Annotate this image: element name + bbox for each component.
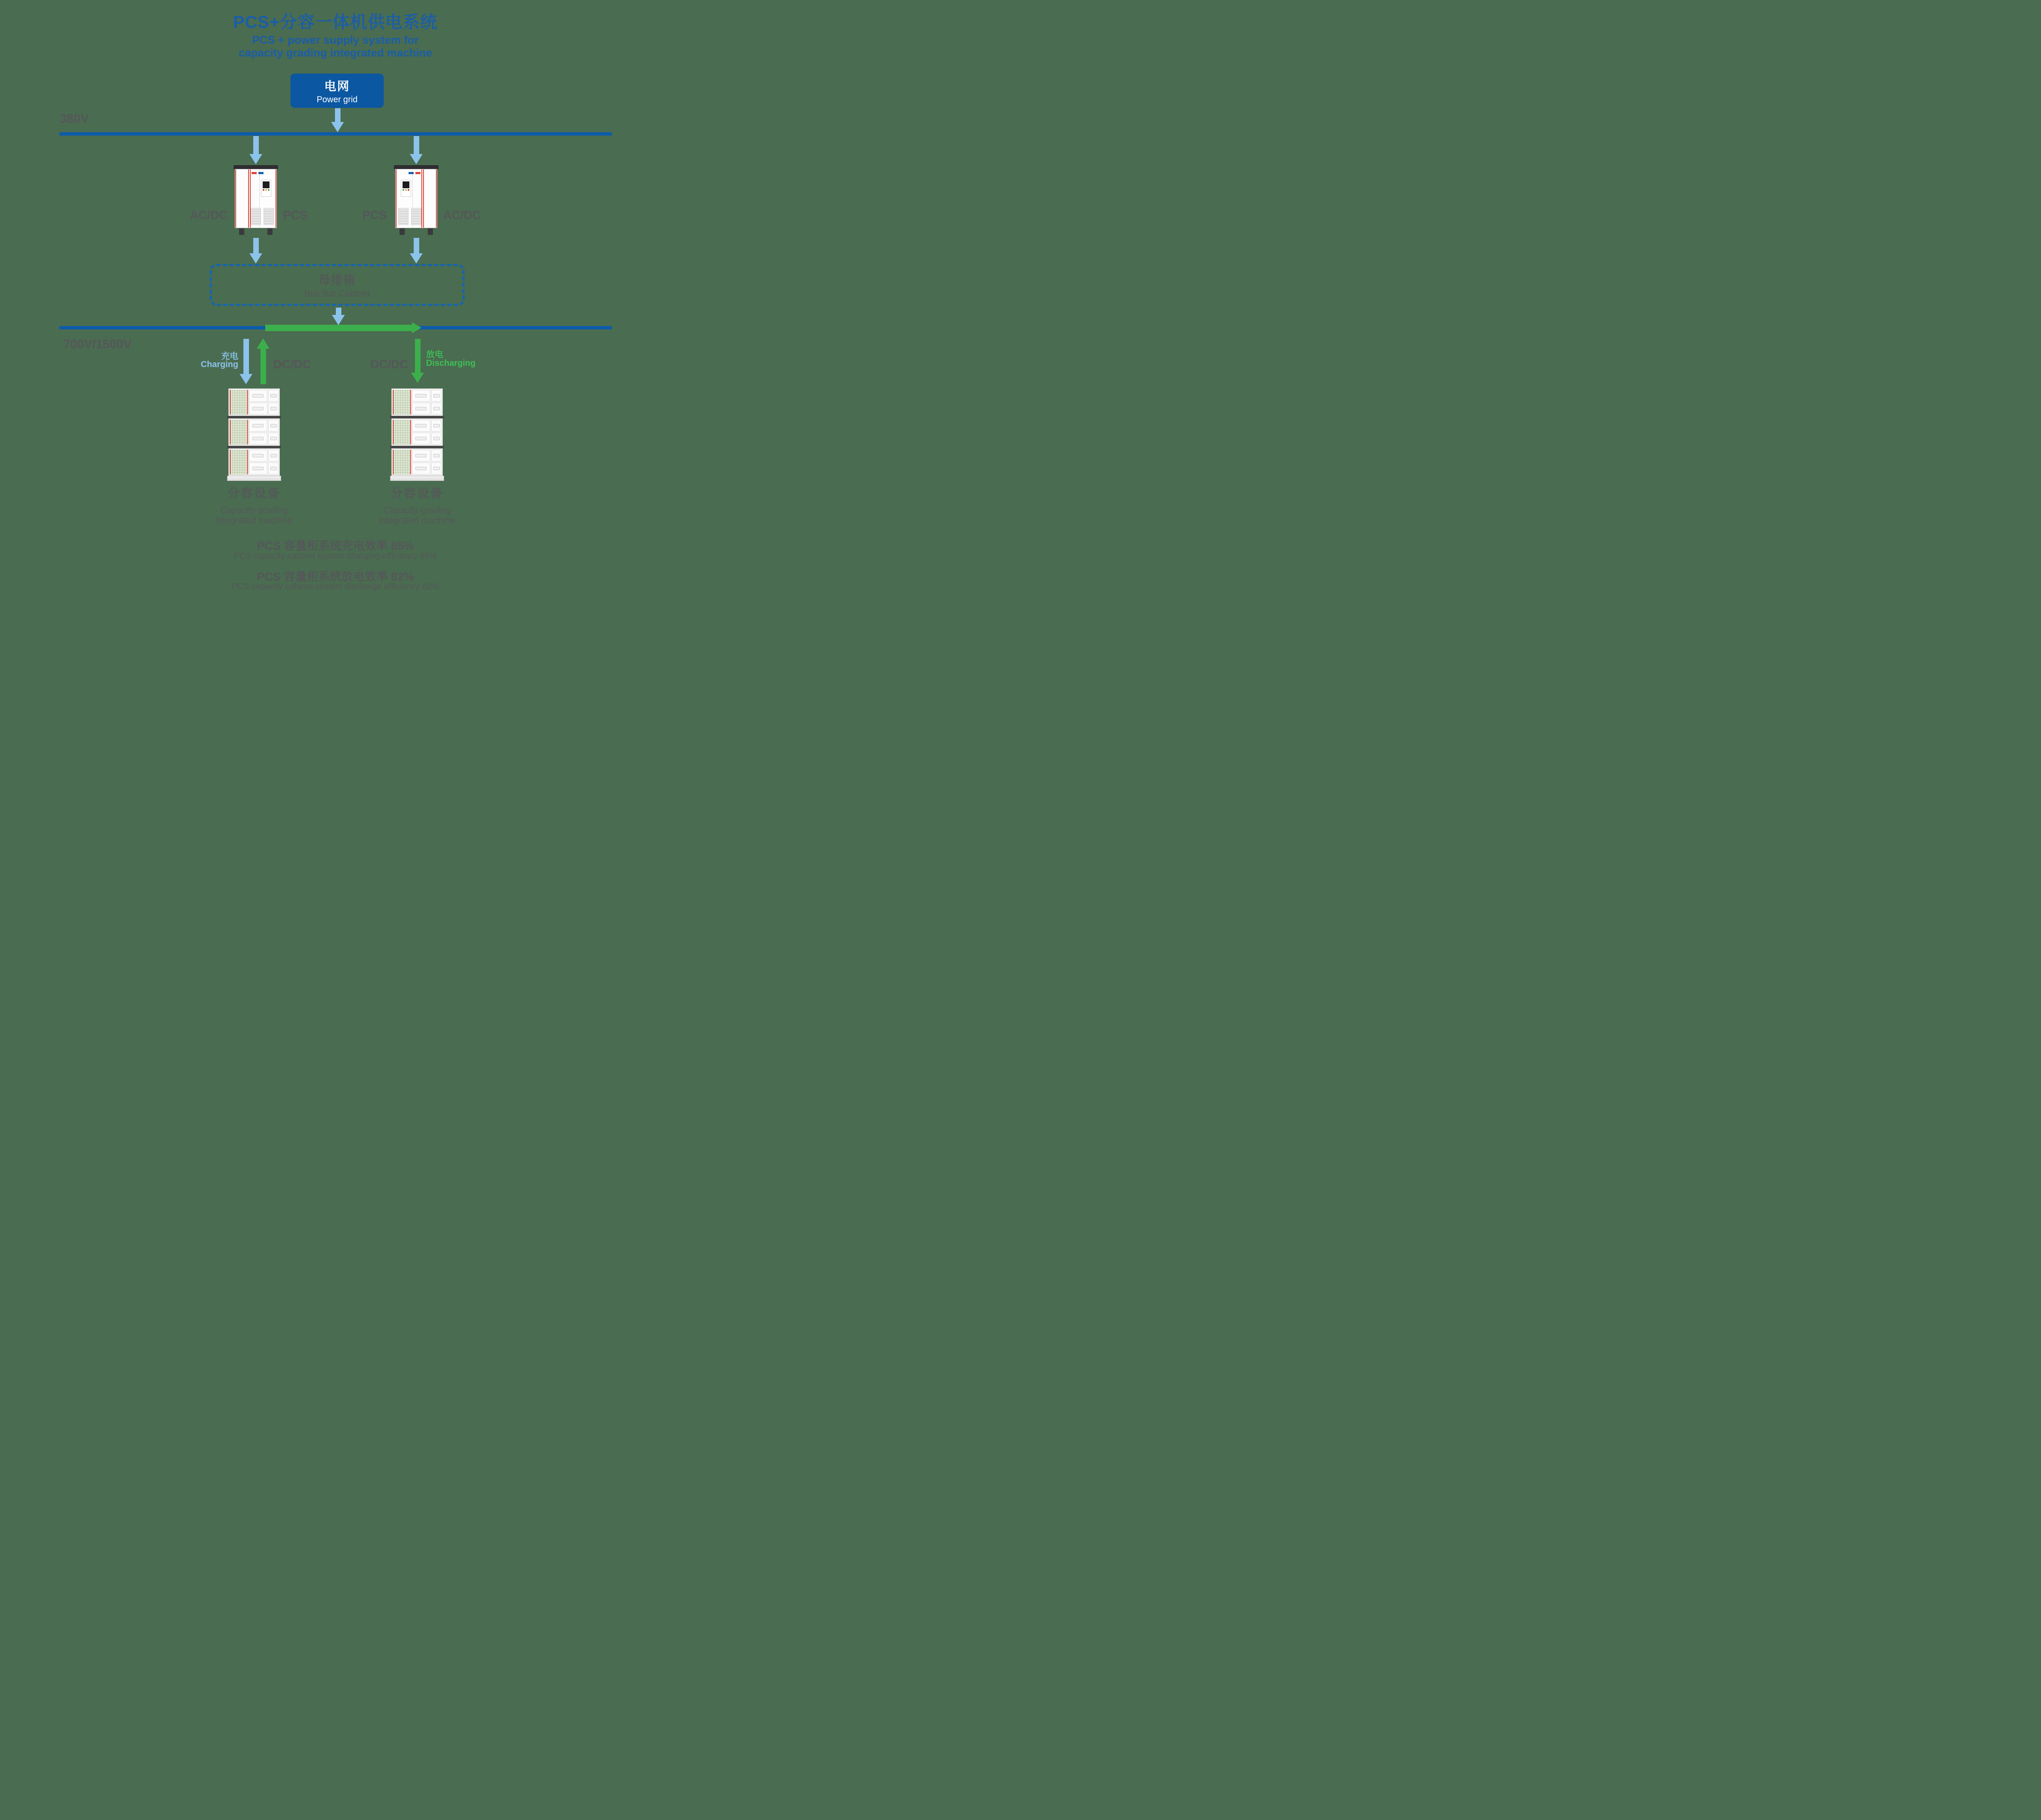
equipment-label-right-en1: Capacity grading bbox=[383, 505, 451, 515]
stack-base-frame bbox=[390, 476, 444, 481]
equipment-label-left bbox=[198, 484, 310, 526]
bus380-to-pcs-right-arrow bbox=[410, 136, 423, 164]
cabinet-vent bbox=[411, 208, 421, 225]
charging-efficiency-en: PCS capacity cabinet system charging efficiency 85% bbox=[234, 551, 437, 561]
cabinet-body bbox=[235, 169, 277, 228]
charging-down-arrow bbox=[240, 339, 252, 384]
page-subtitle-line1: PCS + power supply system for bbox=[252, 33, 419, 46]
stack-tier bbox=[228, 418, 280, 446]
equipment-label-right bbox=[361, 484, 473, 526]
stack-mesh-panel bbox=[393, 390, 411, 415]
busbar-label-zh: 母排箱 bbox=[318, 274, 356, 287]
equipment-label-left-zh: 分容设备 bbox=[227, 486, 281, 500]
cabinet-buttons bbox=[261, 189, 271, 191]
stack-base-frame bbox=[227, 476, 281, 481]
bus-380-line bbox=[59, 132, 612, 136]
charging-efficiency-zh: PCS 容量柜系统充电效率 85% bbox=[257, 539, 414, 552]
cabinet-buttons bbox=[401, 189, 411, 191]
charging-label-zh: 充电 bbox=[221, 352, 238, 361]
bus-700-label: 700V/1500V bbox=[63, 338, 132, 351]
power-grid-label-zh: 电网 bbox=[324, 79, 350, 93]
page-title: PCS+分容一体机供电系统 bbox=[233, 13, 438, 32]
pcs-right-to-busbar-arrow bbox=[410, 238, 423, 264]
stack-tier bbox=[228, 448, 280, 476]
discharging-down-arrow bbox=[411, 339, 424, 383]
stack-tier bbox=[391, 388, 443, 416]
equipment-label-right-en2: integrated machine bbox=[379, 516, 456, 525]
bus700-flow-right-arrow bbox=[265, 322, 421, 333]
page-subtitle bbox=[0, 33, 671, 59]
busbar-label-en: Bus Bar Cabinet bbox=[304, 289, 370, 299]
cabinet-vent bbox=[398, 208, 409, 225]
cabinet-screen bbox=[263, 181, 270, 188]
grid-to-bus380-arrow bbox=[331, 108, 344, 132]
capacity-stack-left bbox=[228, 388, 280, 481]
pcs-cabinet-right bbox=[395, 165, 437, 235]
discharge-efficiency-zh: PCS 容量柜系统放电效率 82% bbox=[257, 570, 414, 583]
charging-label-en: Charging bbox=[201, 360, 238, 369]
diagram-canvas bbox=[0, 0, 671, 598]
power-grid-box bbox=[290, 74, 384, 108]
equipment-label-right-zh: 分容设备 bbox=[390, 486, 444, 500]
cabinet-body bbox=[395, 169, 437, 228]
equipment-label-left-en1: Capacity grading bbox=[220, 505, 288, 515]
acdc-label-left: AC/DC bbox=[190, 208, 228, 222]
stack-tier bbox=[391, 448, 443, 476]
discharging-label-zh: 放电 bbox=[426, 350, 443, 359]
equipment-label-left-en2: integrated machine bbox=[216, 516, 293, 525]
cabinet-vent bbox=[251, 208, 261, 225]
pcs-cabinet-left bbox=[235, 165, 277, 235]
cabinet-screen bbox=[403, 181, 409, 188]
bus380-to-pcs-left-arrow bbox=[249, 136, 262, 164]
dcdc-label-left: DC/DC bbox=[273, 358, 311, 371]
pcs-label-right: PCS bbox=[362, 208, 387, 222]
cabinet-vent bbox=[264, 208, 274, 225]
discharge-efficiency-en: PCS capacity cabinet system discharge efficiency 82% bbox=[231, 582, 439, 591]
busbar-cabinet-box bbox=[210, 264, 465, 306]
stack-tier bbox=[228, 388, 280, 416]
pcs-label-left: PCS bbox=[283, 208, 308, 222]
cabinet-control-panel bbox=[261, 180, 271, 197]
stack-tier bbox=[391, 418, 443, 446]
cabinet-feet bbox=[235, 228, 277, 235]
brand-logo-icon bbox=[409, 172, 421, 174]
stack-mesh-panel bbox=[393, 450, 411, 474]
pcs-left-to-busbar-arrow bbox=[249, 238, 262, 264]
capacity-stack-right bbox=[391, 388, 443, 481]
brand-logo-icon bbox=[252, 172, 264, 174]
stack-mesh-panel bbox=[230, 390, 248, 415]
stack-mesh-panel bbox=[230, 450, 248, 474]
stack-mesh-panel bbox=[393, 420, 411, 445]
cabinet-control-panel bbox=[401, 180, 411, 197]
discharging-label-en: Discharging bbox=[426, 359, 476, 368]
dcdc-label-right: DC/DC bbox=[370, 358, 409, 371]
acdc-label-right: AC/DC bbox=[443, 208, 481, 222]
dcdc-left-up-arrow bbox=[257, 338, 270, 384]
bus-380-label: 380V bbox=[60, 112, 89, 126]
cabinet-feet bbox=[395, 228, 437, 235]
power-grid-label-en: Power grid bbox=[317, 95, 358, 104]
page-subtitle-line2: capacity grading integrated machine bbox=[238, 46, 432, 59]
stack-mesh-panel bbox=[230, 420, 248, 445]
